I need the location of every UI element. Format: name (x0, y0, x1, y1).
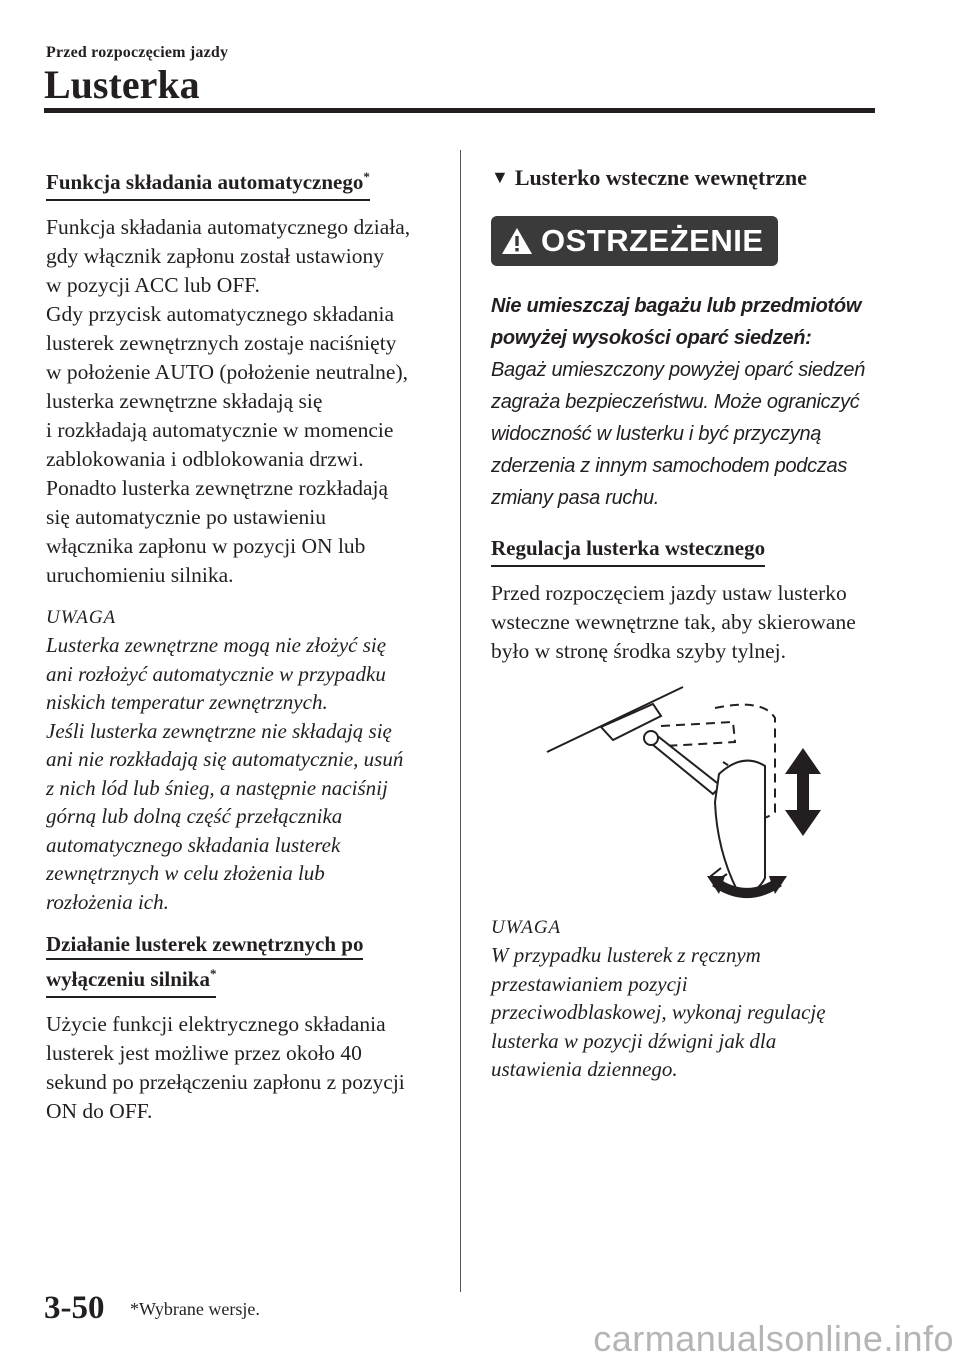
body-line: ON do OFF. (46, 1099, 153, 1123)
note-line: górną lub dolną część przełącznika (46, 804, 343, 828)
adjustment-body (491, 579, 881, 666)
vertical-double-arrow-icon (785, 748, 821, 836)
body-line: było w stronę środka szyby tylnej. (491, 639, 786, 663)
auto-fold-body (46, 213, 441, 590)
warning-text (491, 290, 881, 514)
body-line: wsteczne wewnętrzne tak, aby skierowane (491, 610, 856, 634)
breadcrumb: Przed rozpoczęciem jazdy (46, 44, 229, 61)
mirror-adjustment-illustration (543, 682, 843, 904)
warning-bold-line: powyżej wysokości oparć siedzeń: (491, 327, 812, 349)
note-line: ani nie rozkładają się automatycznie, usuń (46, 747, 404, 771)
body-line: sekund po przełączeniu zapłonu z pozycji (46, 1070, 405, 1094)
body-line: Użycie funkcji elektrycznego składania (46, 1012, 386, 1036)
page-title: Lusterka (44, 62, 200, 107)
page-number: 3-50 (44, 1290, 105, 1326)
mirror-arm (647, 734, 721, 794)
warning-label: OSTRZEŻENIE (541, 223, 764, 258)
body-line: uruchomieniu silnika. (46, 563, 234, 587)
body-line: gdy włącznik zapłonu został ustawiony (46, 244, 384, 268)
optional-mark: * (363, 169, 370, 184)
note-heading: UWAGA (46, 607, 117, 628)
arm-ball-joint (644, 731, 658, 745)
title-rule (44, 108, 875, 113)
section-heading-after-engine-off (46, 930, 363, 998)
body-line: włącznika zapłonu w pozycji ON lub (46, 534, 366, 558)
section-heading-text: wyłączeniu silnika (46, 967, 210, 991)
warning-badge (491, 216, 778, 266)
watermark: carmanualsonline.info (593, 1318, 954, 1359)
body-line: lusterek zewnętrznych zostaje naciśnięty (46, 331, 397, 355)
warning-line: widoczność w lusterku i być przyczyną (491, 423, 822, 445)
warning-line: zagraża bezpieczeństwu. Może ograniczyć (491, 391, 860, 413)
column-divider (460, 150, 461, 1292)
triangle-down-icon: ▼ (491, 167, 509, 187)
note-line: Lusterka zewnętrzne mogą nie złożyć się (46, 633, 387, 657)
note-line: ani rozłożyć automatycznie w przypadku (46, 661, 386, 686)
note-line: lusterka w pozycji dźwigni jak dla (491, 1028, 777, 1053)
body-line: Przed rozpoczęciem jazdy ustaw lusterko (491, 581, 847, 605)
body-line: lusterka zewnętrzne składają się (46, 389, 323, 413)
note-line: W przypadku lusterek z ręcznym (491, 943, 761, 967)
note-line: z nich lód lub śnieg, a następnie naciśnij (46, 775, 388, 800)
note-line: rozłożenia ich. (46, 889, 169, 914)
note-line: automatycznego składania lusterek (46, 832, 341, 857)
body-line: w położenie AUTO (położenie neutralne), (46, 360, 408, 384)
warning-bold-line: Nie umieszczaj bagażu lub przedmiotów (491, 295, 862, 317)
warning-line: zmiany pasa ruchu. (491, 487, 660, 509)
warning-line: Bagaż umieszczony powyżej oparć siedzeń (491, 359, 866, 381)
note-box-left (46, 604, 441, 916)
dashed-arm (661, 722, 735, 746)
body-line: lusterek jest możliwe przez około 40 (46, 1041, 362, 1065)
body-line: zablokowania i odblokowania drzwi. (46, 447, 364, 471)
right-column (491, 163, 881, 1084)
note-box-right (491, 914, 881, 1084)
body-line: w pozycji ACC lub OFF. (46, 273, 260, 297)
after-engine-off-body (46, 1010, 441, 1126)
subsection-heading-text: Lusterko wsteczne wewnętrzne (514, 165, 807, 190)
section-heading-text: Działanie lusterek zewnętrznych po (46, 930, 363, 960)
note-heading: UWAGA (491, 917, 562, 938)
body-line: Ponadto lusterka zewnętrzne rozkładają (46, 476, 389, 500)
section-heading-adjustment: Regulacja lusterka wstecznego (491, 534, 765, 567)
body-line: Gdy przycisk automatycznego składania (46, 302, 395, 326)
section-heading-text: Funkcja składania automatycznego (46, 170, 364, 194)
section-heading-auto-fold (46, 163, 370, 201)
subsection-heading-rearview (491, 163, 881, 192)
body-line: i rozkładają automatycznie w momencie (46, 418, 394, 442)
warning-icon (501, 226, 533, 256)
optional-mark: * (209, 966, 217, 981)
left-column (46, 163, 441, 1126)
body-line: Funkcja składania automatycznego działa, (46, 215, 411, 239)
note-line: ustawienia dziennego. (491, 1057, 678, 1081)
note-line: zewnętrznych w celu złożenia lub (46, 861, 325, 885)
note-line: przeciwodblaskowej, wykonaj regulację (491, 1000, 826, 1024)
body-line: się automatycznie po ustawieniu (46, 505, 327, 529)
note-line: przestawianiem pozycji (491, 971, 688, 996)
warning-line: zderzenia z innym samochodem podczas (491, 455, 848, 477)
footnote: *Wybrane wersje. (130, 1299, 260, 1319)
note-line: Jeśli lusterka zewnętrzne nie składają się (46, 718, 392, 743)
note-line: niskich temperatur zewnętrznych. (46, 690, 328, 714)
